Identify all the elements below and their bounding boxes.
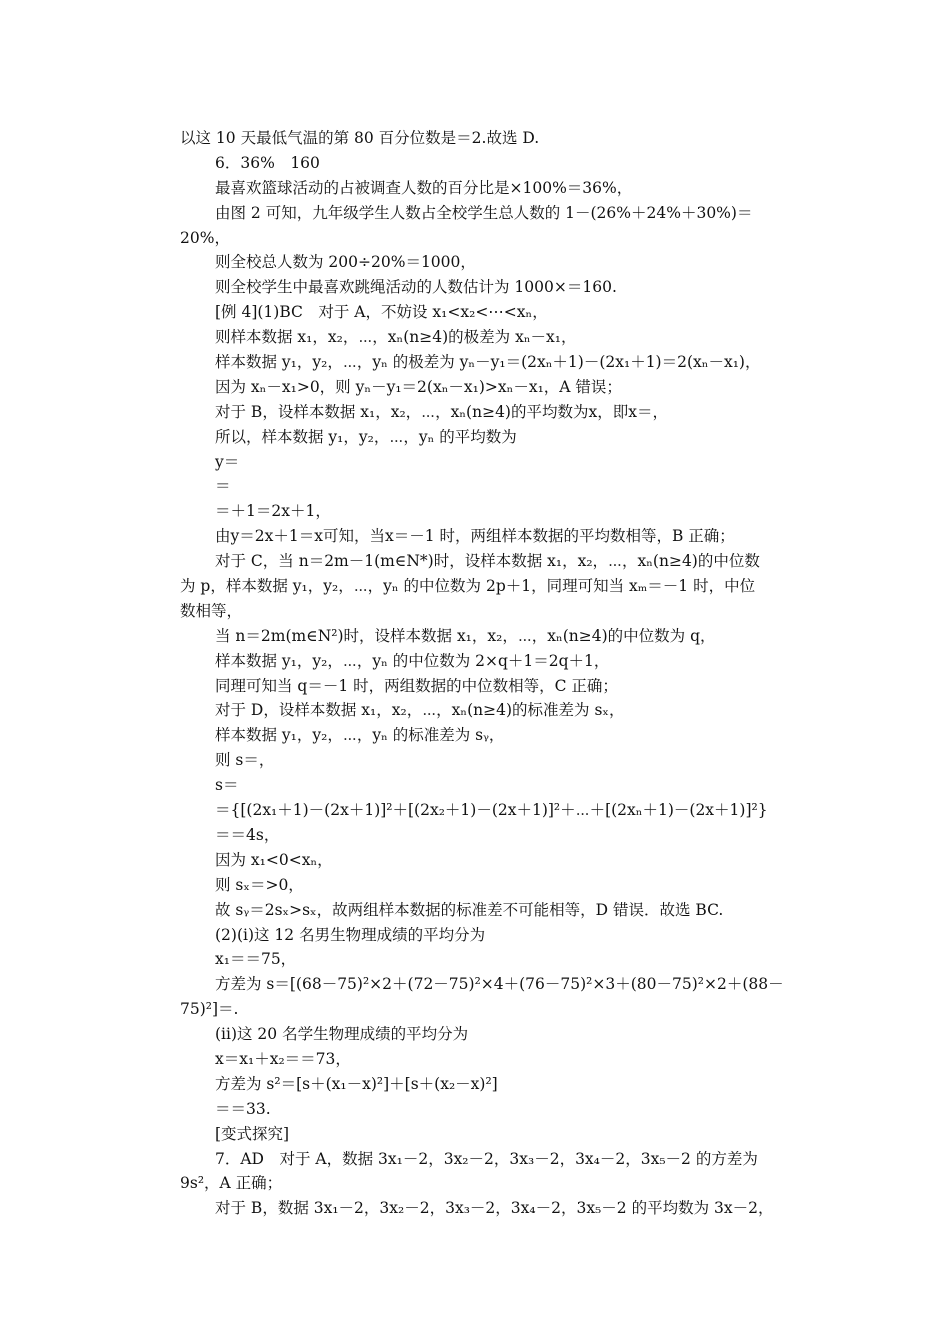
text-line xyxy=(0,499,950,524)
text-line-content: 数相等， xyxy=(180,601,243,620)
text-line xyxy=(0,1122,950,1147)
text-line xyxy=(0,823,950,848)
text-line-content: 则 sₓ＝>0， xyxy=(215,875,304,894)
text-line xyxy=(0,1147,950,1172)
text-line xyxy=(0,972,950,997)
text-line xyxy=(0,350,950,375)
text-line-content: (2)(ⅰ)这 12 名男生物理成绩的平均分为 xyxy=(215,925,486,944)
text-line-content: 因为 x₁<0<xₙ， xyxy=(215,850,333,869)
text-line xyxy=(0,275,950,300)
text-line xyxy=(0,1171,950,1196)
text-line-content: 样本数据 y₁，y₂，⋯，yₙ 的极差为 yₙ－y₁＝(2xₙ＋1)－(2x₁＋1)＝2(xₙ－x₁)， xyxy=(215,353,761,372)
text-line-content: ＝＝33. xyxy=(215,1099,271,1118)
text-line xyxy=(0,1097,950,1122)
text-line-content: x＝x₁＋x₂＝＝73， xyxy=(215,1049,351,1068)
text-line-content: 最喜欢篮球活动的占被调查人数的百分比是×100%＝36%， xyxy=(215,178,633,197)
text-line xyxy=(0,201,950,226)
text-line-content: 以这 10 天最低气温的第 80 百分位数是＝2.故选 D. xyxy=(180,129,540,147)
text-line-content: x₁＝＝75， xyxy=(215,950,297,969)
text-line xyxy=(0,325,950,350)
text-line xyxy=(0,1072,950,1097)
text-line xyxy=(0,848,950,873)
text-line-content: s＝ xyxy=(215,776,239,795)
text-line xyxy=(0,1196,950,1221)
text-line-content: 所以，样本数据 y₁，y₂，⋯，yₙ 的平均数为 xyxy=(215,427,517,446)
text-line-content: 样本数据 y₁，y₂，⋯，yₙ 的标准差为 sᵧ， xyxy=(215,726,505,745)
text-line xyxy=(0,773,950,798)
text-line-content: ＝＋1＝2x＋1， xyxy=(215,502,331,521)
text-line-content: 故 sᵧ＝2sₓ>sₓ，故两组样本数据的标准差不可能相等，D 错误．故选 BC. xyxy=(215,900,724,919)
text-line-content: 方差为 s²＝[s＋(x₁－x)²]＋[s＋(x₂－x)²] xyxy=(215,1074,498,1093)
text-line-content: 则全校总人数为 200÷20%＝1000， xyxy=(215,253,476,272)
text-line xyxy=(0,748,950,773)
text-line xyxy=(0,425,950,450)
text-line-content: ＝ xyxy=(215,477,231,496)
text-line-content: 9s²，A 正确； xyxy=(180,1174,283,1193)
text-line xyxy=(0,599,950,624)
text-line xyxy=(0,226,950,251)
text-line-content: 则样本数据 x₁，x₂，⋯，xₙ(n≥4)的极差为 xₙ－x₁， xyxy=(215,328,577,347)
text-line-content: 同理可知当 q＝－1 时，两组数据的中位数相等，C 正确； xyxy=(215,676,618,695)
text-line-content: y＝ xyxy=(215,452,240,471)
text-line xyxy=(0,649,950,674)
text-line-content: 20%， xyxy=(180,228,230,247)
text-line-content: 因为 xₙ－x₁>0，则 yₙ－y₁＝2(xₙ－x₁)>xₙ－x₁，A 错误； xyxy=(215,377,622,396)
text-line xyxy=(0,1022,950,1047)
text-line xyxy=(0,300,950,325)
text-line-content: ＝＝4s， xyxy=(215,825,280,844)
text-line xyxy=(0,873,950,898)
text-line-content: 则 s＝， xyxy=(215,751,275,770)
text-line xyxy=(0,400,950,425)
text-line xyxy=(0,549,950,574)
text-line xyxy=(0,250,950,275)
text-line-content: 方差为 s＝[(68－75)²×2＋(72－75)²×4＋(76－75)²×3＋(80－75)²×2＋(88－ xyxy=(215,975,784,994)
text-line xyxy=(0,674,950,699)
text-line-content: 为 p，样本数据 y₁，y₂，⋯，yₙ 的中位数为 2p＋1，同理可知当 xₘ＝－1 时，中位 xyxy=(180,577,756,596)
text-line-content: 7．AD 对于 A，数据 3x₁－2，3x₂－2，3x₃－2，3x₄－2，3x₅－2 的方差为 xyxy=(215,1149,758,1168)
text-line-content: 6．36% 160 xyxy=(215,153,320,172)
text-line xyxy=(0,151,950,176)
text-line-content: 样本数据 y₁，y₂，⋯，yₙ 的中位数为 2×q＋1＝2q＋1， xyxy=(215,651,610,670)
text-line xyxy=(0,898,950,923)
text-line-content: 由y＝2x＋1＝x可知，当x＝－1 时，两组样本数据的平均数相等，B 正确； xyxy=(215,527,735,546)
text-line xyxy=(0,176,950,201)
text-line xyxy=(0,923,950,948)
text-line-content: 对于 B，设样本数据 x₁，x₂，⋯，xₙ(n≥4)的平均数为x，即x＝， xyxy=(215,402,668,421)
text-line-content: 对于 B，数据 3x₁－2，3x₂－2，3x₃－2，3x₄－2，3x₅－2 的平均数为 3x－2， xyxy=(215,1199,774,1218)
text-line xyxy=(0,524,950,549)
text-line xyxy=(0,723,950,748)
document-body xyxy=(0,126,950,1221)
text-line-content: 由图 2 可知，九年级学生人数占全校学生总人数的 1－(26%＋24%＋30%)＝ xyxy=(215,203,753,222)
text-line xyxy=(0,474,950,499)
text-line-content: 当 n＝2m(m∈N²)时，设样本数据 x₁，x₂，⋯，xₙ(n≥4)的中位数为 q， xyxy=(215,626,716,645)
text-line-content: ＝{[(2x₁＋1)－(2x＋1)]²＋[(2x₂＋1)－(2x＋1)]²＋⋯＋[(2xₙ＋1)－(2x＋1)]²} xyxy=(215,801,768,820)
text-line-content: [变式探究] xyxy=(215,1124,290,1143)
text-line xyxy=(0,126,950,151)
text-line-content: (ⅱ)这 20 名学生物理成绩的平均分为 xyxy=(215,1025,469,1044)
text-line xyxy=(0,574,950,599)
text-line-content: 对于 C，当 n＝2m－1(m∈N*)时，设样本数据 x₁，x₂，⋯，xₙ(n≥4)的中位数 xyxy=(215,552,760,571)
text-line-content: [例 4](1)BC 对于 A，不妨设 x₁<x₂<⋯<xₙ， xyxy=(215,303,548,322)
text-line xyxy=(0,698,950,723)
text-line xyxy=(0,375,950,400)
text-line-content: 则全校学生中最喜欢跳绳活动的人数估计为 1000×＝160. xyxy=(215,278,617,297)
text-line xyxy=(0,624,950,649)
text-line-content: 对于 D，设样本数据 x₁，x₂，⋯，xₙ(n≥4)的标准差为 sₓ， xyxy=(215,701,625,720)
text-line xyxy=(0,1047,950,1072)
text-line xyxy=(0,947,950,972)
text-line xyxy=(0,450,950,475)
text-line xyxy=(0,798,950,823)
text-line xyxy=(0,997,950,1022)
text-line-content: 75)²]＝. xyxy=(180,1000,239,1019)
